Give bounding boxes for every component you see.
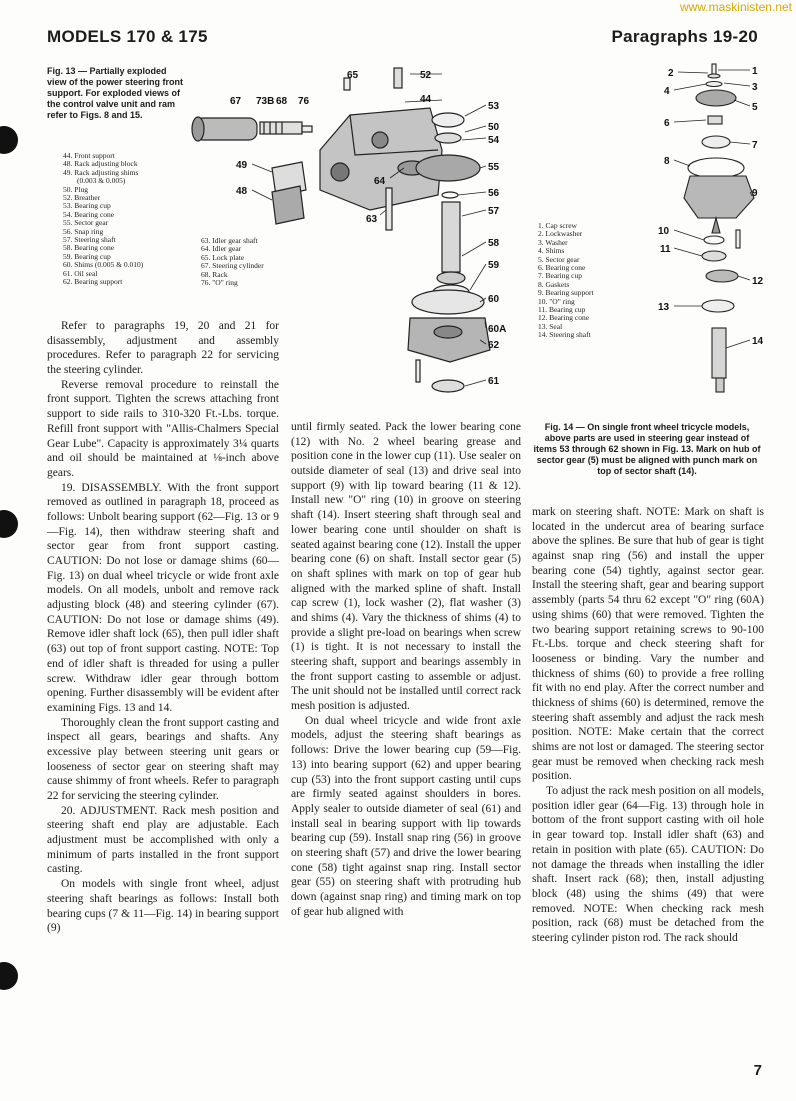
callout-label: 68 bbox=[276, 96, 288, 107]
callout-label: 67 bbox=[230, 96, 242, 107]
callout-label: 59 bbox=[488, 260, 500, 271]
legend-item: 76. "O" ring bbox=[201, 278, 238, 288]
steering-shaft-illustration bbox=[712, 328, 726, 378]
legend-item: 6. Bearing cone bbox=[538, 263, 586, 273]
page-header-models: MODELS 170 & 175 bbox=[47, 27, 208, 46]
callout-label: 14 bbox=[752, 336, 764, 347]
callout-label: 56 bbox=[488, 188, 500, 199]
legend-item: 1. Cap screw bbox=[538, 221, 577, 230]
legend-item: 10. "O" ring bbox=[538, 296, 575, 306]
legend-item: 63. Idler gear shaft bbox=[201, 236, 258, 245]
paragraph: On models with single front wheel, adjust steering shaft bearings as follows: Install both bearing cups (7 & 11—Fig. 14) in bearing support (9) bbox=[47, 878, 279, 935]
legend-item: 68. Rack bbox=[201, 269, 228, 279]
bearing-support-illustration bbox=[408, 318, 490, 362]
punch-hole bbox=[0, 962, 18, 990]
legend-item: 44. Front support bbox=[63, 151, 115, 160]
callout-label: 63 bbox=[366, 214, 378, 225]
callout-label: 53 bbox=[488, 101, 500, 112]
paragraph: Thoroughly clean the front support casting and inspect all gears, bearings and shafts. Any excessive play between steering unit gears or looseness of sector gear on steering shaft may cause shimmy of front wheels. Refer to paragraph 22 for servicing the steering cylinder. bbox=[47, 716, 279, 802]
paragraph: mark on steering shaft. NOTE: Mark on shaft is located in the undercut area of bearing surface above the splines. Be sure that hub of gear is tight against snap ring (56) and install the upper bearing cone (54) tightly, against sector gear. Install the steering shaft, gear and bearing support assembly (parts 54 thru 62 except "O" ring (60A) using shims (60) that were removed. Tighten the two bearing support retaining screws to 90-100 Ft.-Lbs. torque and check steering shaft for looseness or binding. Vary the number and thickness of shims (60) to provide a free rolling fit with no end play. After the correct number and thickness of shims (60) is determined, remove the steering shaft assembly and adjust the rack mesh position. NOTE: Make certain that the correct shims are not lost or damaged. The steering sector gear must be removed when checking rack mesh position. bbox=[532, 506, 764, 783]
watermark: www.maskinisten.net bbox=[679, 0, 792, 14]
legend-item: 53. Bearing cup bbox=[63, 201, 111, 211]
callout-label: 52 bbox=[420, 70, 432, 81]
callout-label: 4 bbox=[664, 86, 670, 97]
legend-item: 61. Oil seal bbox=[63, 268, 98, 278]
paragraph: Refer to paragraphs 19, 20 and 21 for disassembly, adjustment and assembly procedures. Refer to paragraph 22 for servicing the steering cylinder. bbox=[47, 320, 279, 377]
callout-label: 10 bbox=[658, 226, 670, 237]
callout-label: 54 bbox=[488, 135, 500, 146]
legend-item: (0.003 & 0.005) bbox=[77, 176, 126, 186]
legend-item: 52. Breather bbox=[63, 193, 101, 203]
callout-label: 50 bbox=[488, 122, 500, 133]
punch-hole bbox=[0, 126, 18, 154]
callout-label: 48 bbox=[236, 186, 248, 197]
fig13-legend-left bbox=[63, 152, 143, 287]
callout-label: 44 bbox=[420, 94, 432, 105]
steering-shaft-illustration bbox=[442, 202, 460, 272]
callout-label: 11 bbox=[660, 244, 671, 255]
legend-item: 48. Rack adjusting block bbox=[63, 159, 138, 169]
legend-item: 11. Bearing cup bbox=[538, 305, 586, 315]
text-column-1 bbox=[47, 319, 279, 936]
callout-label: 62 bbox=[488, 340, 500, 351]
paragraph: 19. DISASSEMBLY. With the front support removed as outlined in paragraph 18, proceed as follows: Unbolt bearing support (62—Fig. 13 or 9—Fig. 14), then withdraw steering shaft and sector gear from front support casting. CAUTION: Do not lose or damage shims (60—Fig. 13) on dual wheel tricycle or wide front axle models. On all models, unbolt and remove rack adjusting block (48) and steering cylinder (67). CAUTION: Do not lose or damage shims (49). Remove idler shaft lock (65), then pull idler shaft (63) out top of front support casting. NOTE: Top end of idler shaft is threaded for using a puller screw. Withdraw idler gear through bottom opening. Further disassembly will be evident after examining Figs. 13 and 14. bbox=[47, 481, 279, 714]
punch-hole bbox=[0, 510, 18, 538]
callout-label: 7 bbox=[752, 140, 758, 151]
legend-item: 12. Bearing cone bbox=[538, 313, 590, 323]
sector-gear-illustration bbox=[696, 90, 736, 106]
callout-label: 65 bbox=[347, 70, 359, 81]
callout-label: 1 bbox=[752, 66, 758, 77]
callout-label: 12 bbox=[752, 276, 764, 287]
callout-label: 9 bbox=[752, 188, 758, 199]
callout-label: 3 bbox=[752, 82, 758, 93]
legend-item: 13. Seal bbox=[538, 321, 563, 331]
callout-label: 76 bbox=[298, 96, 310, 107]
page-header-paragraphs: Paragraphs 19-20 bbox=[611, 27, 758, 46]
adjusting-block-illustration bbox=[272, 186, 304, 224]
fig14-legend bbox=[538, 222, 594, 340]
callout-label: 2 bbox=[668, 68, 674, 79]
legend-item: 62. Bearing support bbox=[63, 277, 123, 287]
callout-label: 6 bbox=[664, 118, 670, 129]
callout-label: 13 bbox=[658, 302, 670, 313]
legend-item: 2. Lockwasher bbox=[538, 229, 583, 239]
legend-item: 5. Sector gear bbox=[538, 254, 580, 264]
legend-item: 64. Idler gear bbox=[201, 244, 242, 254]
legend-item: 59. Bearing cup bbox=[63, 251, 111, 261]
callout-label: 73B bbox=[256, 96, 275, 107]
text-column-2 bbox=[291, 420, 521, 919]
paragraph: until firmly seated. Pack the lower bearing cone (12) with No. 2 wheel bearing grease and position cone in the lower cup (11). Use sealer on outside diameter of seal (13) and drive seal into support (9) with lip toward bearing (11 & 12). Install new "O" ring (10) in groove on steering shaft (14). Insert steering shaft through seal and lower bearing cone until shoulder on shaft is seated against bearing cone (12). Install the upper bearing cone (6) on shaft. Install sector gear (5) on shaft splines with mark on top of gear hub aligned with the marked spline of shaft. Install cap screw (1), lock washer (2), flat washer (3) and shims (4). Vary the thickness of shims (4) to provide a slight pre-load on bearings when screw (1) is tight. It is not necessary to install the steering shaft, support and bearings assembly in the front support casting to assemble or adjust. The unit should not be installed until correct rack mesh position is adjusted. bbox=[291, 421, 521, 713]
legend-item: 60. Shims (0.005 & 0.010) bbox=[63, 260, 144, 270]
callout-label: 8 bbox=[664, 156, 670, 167]
paragraph: To adjust the rack mesh position on all models, position idler gear (64—Fig. 13) through hole in bottom of the front support casting with oil hole in gear toward top. Install idler shaft (63) and retain in position with plate (65). CAUTION: Do not damage the threads when installing the idler shaft. Insert rack (68); then, install adjusting block (48) using the shims (49) that were removed. NOTE: When checking rack mesh position, rack (68) must be detached from the steering cylinder piston rod. The rack should bbox=[532, 785, 764, 944]
bearing-support-illustration bbox=[684, 176, 754, 218]
callout-label: 60 bbox=[488, 294, 500, 305]
legend-item: 7. Bearing cup bbox=[538, 271, 582, 281]
legend-item: 57. Steering shaft bbox=[63, 235, 116, 245]
legend-item: 9. Bearing support bbox=[538, 288, 594, 298]
legend-item: 56. Snap ring bbox=[63, 226, 104, 236]
paragraph: Reverse removal procedure to reinstall the front support. Tighten the screws attaching front support to side rails to 310-320 Ft.-Lbs. torque. Refill front support with "Allis-Chalmers Special Gear Lube". Capacity is approximately 3¼ quarts and oil should be maintained at ⅛-inch above gears. bbox=[47, 378, 279, 479]
callout-label: 5 bbox=[752, 102, 758, 113]
callout-label: 49 bbox=[236, 160, 248, 171]
legend-item: 49. Rack adjusting shims bbox=[63, 167, 139, 177]
sector-gear-illustration bbox=[416, 155, 480, 181]
legend-item: 54. Bearing cone bbox=[63, 209, 115, 219]
callout-label: 61 bbox=[488, 376, 500, 387]
paragraph: 20. ADJUSTMENT. Rack mesh position and steering shaft end play are adjustable. Each adjustment must be accomplished with only a minimum of parts installed in the front support casting. bbox=[47, 804, 279, 876]
text-column-3 bbox=[532, 505, 764, 946]
page-number: 7 bbox=[753, 1062, 762, 1079]
legend-item: 50. Plug bbox=[63, 184, 89, 194]
legend-item: 55. Sector gear bbox=[63, 218, 109, 228]
paragraph: On dual wheel tricycle and wide front axle models, adjust the steering shaft bearings as follows: Drive the lower bearing cup (59—Fig. 13) into bearing support (62) and upper bearing cup (53) into the front support casting until cups are firmly seated against shoulders in bores. Apply sealer to outside diameter of seal (61) and install seal in bearing support with lip towards bearing cup (59). Install snap ring (56) in groove on steering shaft (57) and drive the lower bearing cone (58) tight against snap ring. Install sector gear (55) on steering shaft with protruding hub down (against snap ring) and timing mark on top of gear hub aligned with bbox=[291, 714, 521, 918]
legend-item: 4. Shims bbox=[538, 246, 565, 256]
callout-label: 57 bbox=[488, 206, 500, 217]
callout-label: 55 bbox=[488, 162, 500, 173]
legend-item: 67. Steering cylinder bbox=[201, 261, 264, 271]
fig14-caption: Fig. 14 — On single front wheel tricycle models, above parts are used in steering gear instead of items 53 through 62 shown in Fig. 13. Mark on hub of sector gear (5) must be aligned with punch mark on top of sector shaft (14). bbox=[533, 422, 761, 476]
rack-illustration bbox=[260, 122, 302, 134]
callout-label: 60A bbox=[488, 324, 507, 335]
callout-label: 58 bbox=[488, 238, 500, 249]
fig13-caption: Fig. 13 — Partially exploded view of the power steering front support. For exploded views of the control valve unit and ram refer to Figs. 8 and 15. bbox=[47, 66, 184, 120]
legend-item: 8. Gaskets bbox=[538, 279, 570, 289]
legend-item: 58. Bearing cone bbox=[63, 243, 115, 253]
legend-item: 65. Lock plate bbox=[201, 252, 245, 262]
legend-item: 3. Washer bbox=[538, 237, 568, 247]
fig14-exploded-view bbox=[650, 58, 770, 418]
callout-label: 64 bbox=[374, 176, 386, 187]
legend-item: 14. Steering shaft bbox=[538, 330, 591, 340]
